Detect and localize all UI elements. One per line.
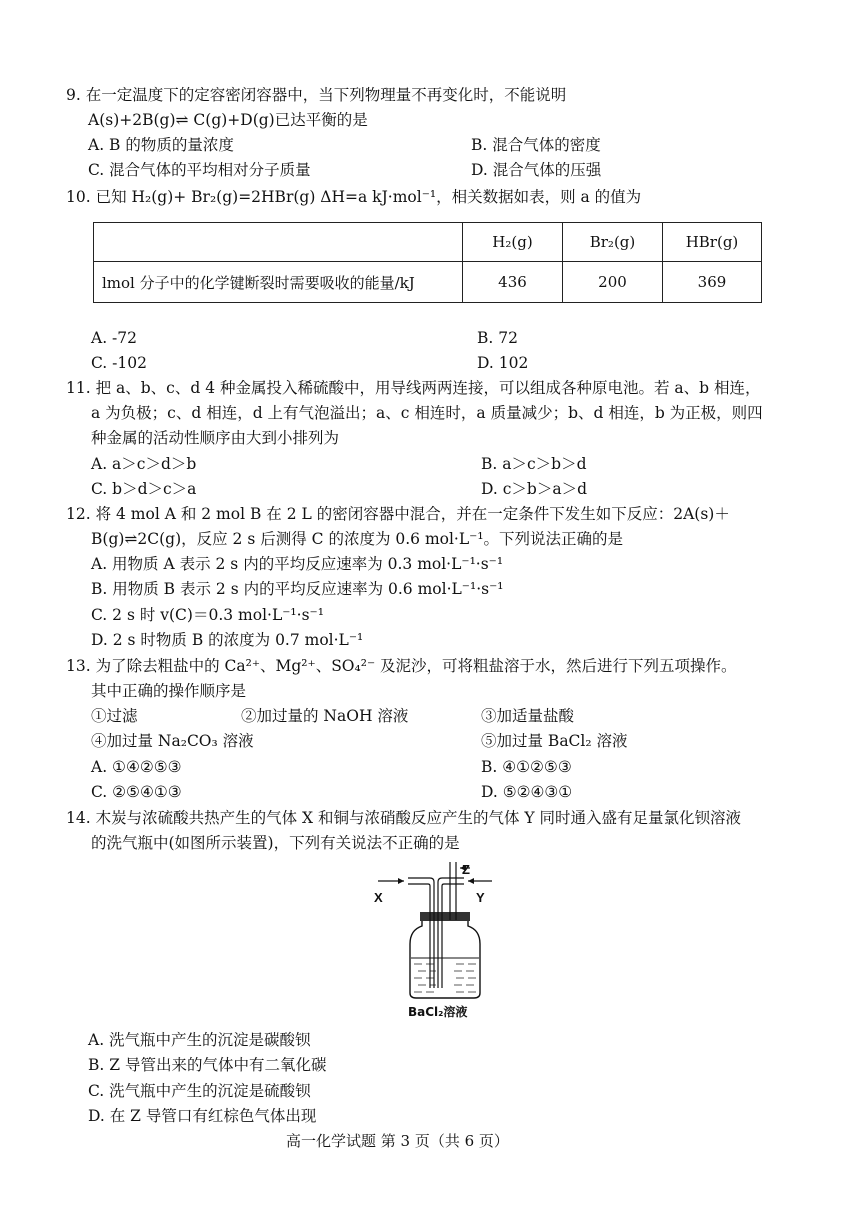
table-row-label: lmol 分子中的化学键断裂时需要吸收的能量/kJ bbox=[94, 262, 463, 303]
arrow-x-head bbox=[398, 878, 404, 884]
q10-option-d: D. 102 bbox=[477, 354, 529, 372]
q9-option-b: B. 混合气体的密度 bbox=[471, 136, 601, 154]
q11-option-d: D. c＞b＞a＞d bbox=[481, 480, 587, 498]
q13-option-b: B. ④①②⑤③ bbox=[481, 758, 572, 776]
page-footer: 高一化学试题 第 3 页（共 6 页） bbox=[286, 1132, 509, 1150]
table-header-hbr: HBr(g) bbox=[663, 223, 762, 262]
table-header-h2: H₂(g) bbox=[463, 223, 563, 262]
q12-option-d: D. 2 s 时物质 B 的浓度为 0.7 mol·L⁻¹ bbox=[91, 631, 364, 649]
q9-stem-line2: A(s)+2B(g)⇌ C(g)+D(g)已达平衡的是 bbox=[88, 111, 368, 129]
figure-caption: BaCl₂溶液 bbox=[408, 1005, 468, 1019]
table-cell-hbr: 369 bbox=[663, 262, 762, 303]
q9-option-a: A. B 的物质的量浓度 bbox=[88, 136, 234, 154]
q13-option-a: A. ①④②⑤③ bbox=[91, 758, 182, 776]
q14-stem-line1: 14. 木炭与浓硫酸共热产生的气体 X 和铜与浓硝酸反应产生的气体 Y 同时通入盛有足量氯化钡溶液 bbox=[66, 809, 742, 827]
q11-option-c: C. b＞d＞c＞a bbox=[91, 480, 197, 498]
q13-operation-3: ③加适量盐酸 bbox=[481, 707, 575, 725]
q10-option-a: A. -72 bbox=[91, 329, 138, 347]
q11-option-b: B. a＞c＞b＞d bbox=[481, 455, 587, 473]
q10-option-b: B. 72 bbox=[477, 329, 518, 347]
table-row bbox=[94, 262, 762, 303]
q12-option-c: C. 2 s 时 v(C)＝0.3 mol·L⁻¹·s⁻¹ bbox=[91, 606, 324, 624]
q9-option-d: D. 混合气体的压强 bbox=[471, 161, 602, 179]
q13-stem-line1: 13. 为了除去粗盐中的 Ca²⁺、Mg²⁺、SO₄²⁻ 及泥沙，可将粗盐溶于水，然后进行下列五项操作。 bbox=[66, 657, 737, 675]
label-x: X bbox=[374, 890, 383, 905]
gas-washing-bottle-figure bbox=[370, 858, 500, 1023]
q13-operation-1: ①过滤 bbox=[91, 707, 138, 725]
bottle-stopper bbox=[420, 912, 470, 921]
table-header-row bbox=[94, 223, 762, 262]
q13-stem-line2: 其中正确的操作顺序是 bbox=[91, 682, 247, 700]
q13-option-c: C. ②⑤④①③ bbox=[91, 783, 182, 801]
q11-stem-line3: 种金属的活动性顺序由大到小排列为 bbox=[91, 429, 340, 447]
arrow-y-head bbox=[468, 878, 474, 884]
q13-operation-5: ⑤加过量 BaCl₂ 溶液 bbox=[481, 732, 628, 750]
label-z: Z bbox=[462, 862, 470, 877]
table-header-br2: Br₂(g) bbox=[563, 223, 663, 262]
outlet-tube-z bbox=[450, 862, 456, 920]
q9-option-c: C. 混合气体的平均相对分子质量 bbox=[88, 161, 311, 179]
q14-option-c: C. 洗气瓶中产生的沉淀是硫酸钡 bbox=[88, 1082, 311, 1100]
table-cell-br2: 200 bbox=[563, 262, 663, 303]
q11-option-a: A. a＞c＞d＞b bbox=[91, 455, 197, 473]
liquid-hatching bbox=[414, 964, 476, 992]
q10-stem: 10. 已知 H₂(g)+ Br₂(g)=2HBr(g) ΔH=a kJ·mol⁻¹，相关数据如表，则 a 的值为 bbox=[66, 188, 642, 206]
q13-operation-2: ②加过量的 NaOH 溶液 bbox=[241, 707, 409, 725]
q14-stem-line2: 的洗气瓶中(如图所示装置)，下列有关说法不正确的是 bbox=[91, 834, 460, 852]
inlet-tube-y bbox=[438, 878, 464, 988]
q12-stem-line2: B(g)⇌2C(g)，反应 2 s 后测得 C 的浓度为 0.6 mol·L⁻¹。下列说法正确的是 bbox=[91, 530, 624, 548]
q14-option-d: D. 在 Z 导管口有红棕色气体出现 bbox=[88, 1107, 317, 1125]
label-y: Y bbox=[476, 890, 485, 905]
q14-option-b: B. Z 导管出来的气体中有二氧化碳 bbox=[88, 1056, 327, 1074]
bond-energy-table bbox=[93, 222, 762, 303]
q10-option-c: C. -102 bbox=[91, 354, 147, 372]
q11-stem-line2: a 为负极；c、d 相连，d 上有气泡溢出；a、c 相连时，a 质量减少；b、d 相连，b 为正极，则四 bbox=[91, 404, 763, 422]
q12-option-a: A. 用物质 A 表示 2 s 内的平均反应速率为 0.3 mol·L⁻¹·s⁻¹ bbox=[91, 555, 504, 573]
table-cell-h2: 436 bbox=[463, 262, 563, 303]
q12-stem-line1: 12. 将 4 mol A 和 2 mol B 在 2 L 的密闭容器中混合，并在一定条件下发生如下反应：2A(s)＋ bbox=[66, 505, 730, 523]
bottle-body bbox=[410, 920, 480, 998]
q9-stem-line1: 9. 在一定温度下的定容密闭容器中，当下列物理量不再变化时，不能说明 bbox=[66, 86, 567, 104]
table-corner-cell bbox=[94, 223, 463, 262]
q13-option-d: D. ⑤②④③① bbox=[481, 783, 573, 801]
q11-stem-line1: 11. 把 a、b、c、d 4 种金属投入稀硫酸中，用导线两两连接，可以组成各种原电池。若 a、b 相连， bbox=[66, 379, 761, 397]
q14-option-a: A. 洗气瓶中产生的沉淀是碳酸钡 bbox=[88, 1031, 311, 1049]
q13-operation-4: ④加过量 Na₂CO₃ 溶液 bbox=[91, 732, 254, 750]
q12-option-b: B. 用物质 B 表示 2 s 内的平均反应速率为 0.6 mol·L⁻¹·s⁻¹ bbox=[91, 580, 504, 598]
